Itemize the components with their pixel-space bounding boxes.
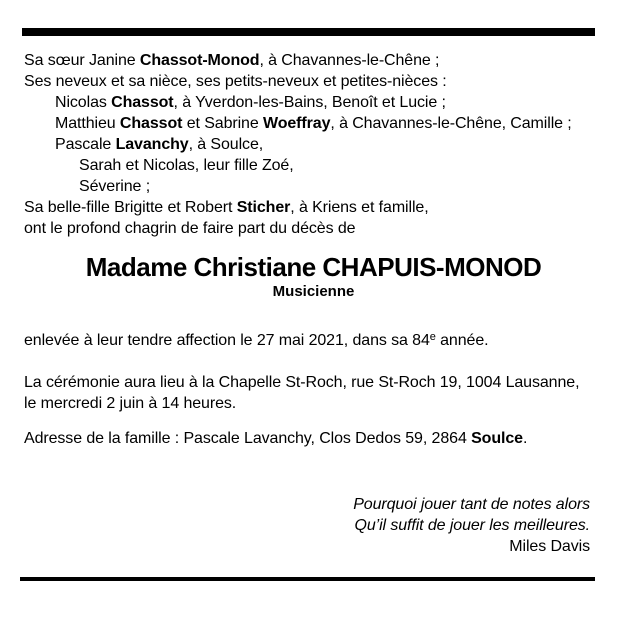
family-line-text: , à Soulce, (188, 136, 264, 153)
death-date-text: année. (435, 332, 489, 349)
family-address (24, 430, 527, 448)
family-line-text: Sa belle-fille Brigitte et Robert (24, 199, 237, 216)
family-line-text: Sa sœur Janine (24, 52, 140, 69)
family-line-text: , à Yverdon-les-Bains, Benoît et Lucie ; (173, 94, 446, 111)
family-line (24, 134, 607, 155)
family-line-text: , à Chavannes-le-Chêne, Camille ; (330, 115, 572, 132)
family-line (24, 218, 607, 239)
family-name: Chassot-Monod (139, 52, 260, 69)
family-line (24, 155, 607, 176)
ceremony-line: le mercredi 2 juin à 14 heures. (24, 395, 237, 412)
address-text: . (522, 430, 528, 447)
family-line-text: Pascale (55, 136, 116, 153)
family-line (24, 113, 607, 134)
family-line-text: ont le profond chagrin de faire part du décès de (24, 220, 356, 237)
family-line-text: , à Kriens et famille, (290, 199, 429, 216)
family-line (24, 92, 607, 113)
family-line-text: , à Chavannes-le-Chêne ; (259, 52, 440, 69)
address-text: Adresse de la famille : Pascale Lavanchy, Clos Dedos 59, 2864 (24, 430, 472, 447)
family-name: Woeffray (263, 115, 331, 132)
family-line (24, 176, 607, 197)
family-announcement (24, 50, 607, 239)
deceased-name: Madame Christiane CHAPUIS-MONOD (85, 252, 542, 282)
death-date-text: enlevée à leur tendre affection le 27 mai 2021, dans sa 84 (24, 332, 430, 349)
deceased-profession: Musicienne (272, 283, 355, 300)
family-line-text: Sarah et Nicolas, leur fille Zoé, (79, 157, 294, 174)
death-date-line (24, 332, 488, 350)
family-name: Chassot (111, 94, 174, 111)
family-name: Lavanchy (115, 136, 189, 153)
quote-line: Qu’il suffit de jouer les meilleures. (354, 517, 590, 534)
memorial-quote (353, 494, 590, 557)
quote-attribution: Miles Davis (509, 538, 590, 555)
family-line (24, 71, 607, 92)
family-name: Chassot (119, 115, 183, 132)
family-line-text: et Sabrine (182, 115, 263, 132)
ceremony-details (24, 372, 607, 414)
bottom-rule (20, 577, 595, 581)
family-line-text: Matthieu (55, 115, 120, 132)
top-rule (22, 28, 595, 36)
address-locality: Soulce (471, 430, 523, 447)
family-line-text: Ses neveux et sa nièce, ses petits-neveux et petites-nièces : (24, 73, 447, 90)
family-line (24, 197, 607, 218)
family-line (24, 50, 607, 71)
family-line-text: Séverine ; (79, 178, 151, 195)
family-line-text: Nicolas (55, 94, 112, 111)
family-name: Sticher (236, 199, 291, 216)
deceased-title-block (0, 252, 627, 300)
ordinal-superscript: e (429, 331, 436, 343)
quote-line: Pourquoi jouer tant de notes alors (353, 496, 590, 513)
ceremony-line: La cérémonie aura lieu à la Chapelle St-Roch, rue St-Roch 19, 1004 Lausanne, (24, 374, 580, 391)
